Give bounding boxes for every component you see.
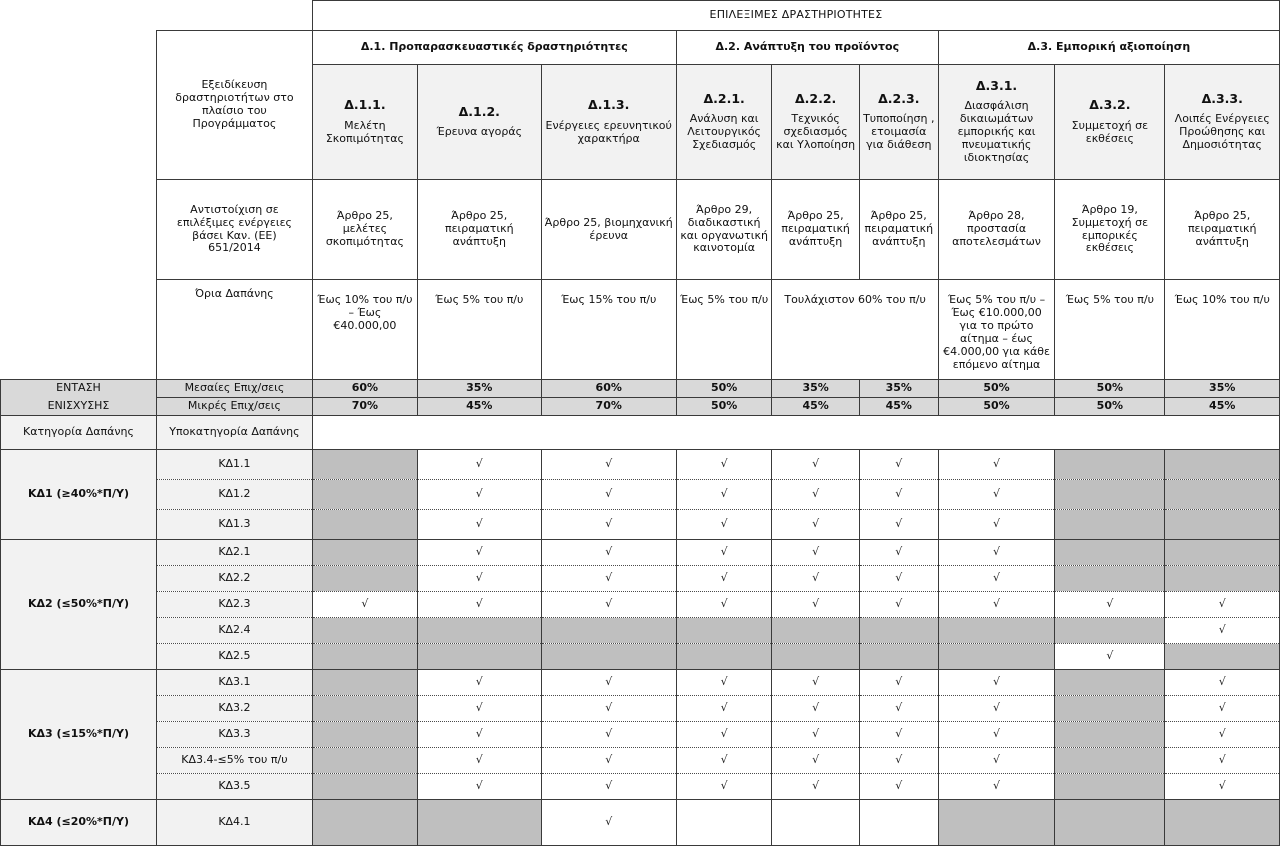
cell-checked: √ <box>772 696 859 722</box>
column-name-d33: Λοιπές Ενέργειες Προώθησης και Δημοσιότητας <box>1174 112 1270 152</box>
title-row <box>1 1 1280 31</box>
cell-checked: √ <box>859 696 938 722</box>
cell-empty <box>541 644 676 670</box>
column-header-d31 <box>938 65 1054 180</box>
cell-checked: √ <box>938 592 1054 618</box>
cell-checked: √ <box>676 540 772 566</box>
cell-checked: √ <box>938 510 1054 540</box>
cell-empty <box>312 670 417 696</box>
cell-checked: √ <box>859 480 938 510</box>
subcategory-label: ΚΔ3.5 <box>156 774 312 800</box>
cell-checked: √ <box>772 774 859 800</box>
cell-checked: √ <box>772 670 859 696</box>
cell-checked: √ <box>417 510 541 540</box>
small-d33: 45% <box>1165 398 1280 416</box>
cell-checked: √ <box>541 696 676 722</box>
cell-empty <box>1055 748 1165 774</box>
column-code-d22: Δ.2.2. <box>794 90 837 106</box>
category-header-row <box>1 416 1280 450</box>
column-code-d31: Δ.3.1. <box>975 77 1018 93</box>
subcategory-label: ΚΔ1.2 <box>156 480 312 510</box>
intensity-label-line2: ΕΝΙΣΧΥΣΗΣ <box>1 398 157 416</box>
cell-empty <box>312 480 417 510</box>
cell-empty <box>772 800 859 846</box>
cell-empty <box>938 644 1054 670</box>
small-d32: 50% <box>1055 398 1165 416</box>
cell-empty <box>772 618 859 644</box>
cell-empty <box>1165 510 1280 540</box>
cell-empty <box>859 644 938 670</box>
cell-empty <box>676 644 772 670</box>
cell-empty <box>312 774 417 800</box>
cell-checked: √ <box>772 748 859 774</box>
cell-checked: √ <box>938 722 1054 748</box>
cell-checked: √ <box>938 696 1054 722</box>
blank-left-1 <box>1 31 157 65</box>
subcategory-label: ΚΔ1.3 <box>156 510 312 540</box>
limit-d33: Έως 10% του π/υ <box>1165 280 1280 380</box>
cell-checked: √ <box>772 510 859 540</box>
article-d23: Άρθρο 25, πειραματική ανάπτυξη <box>859 180 938 280</box>
table-row <box>1 748 1280 774</box>
group-header-row <box>1 31 1280 65</box>
cell-checked: √ <box>938 540 1054 566</box>
cell-checked: √ <box>541 748 676 774</box>
cell-checked: √ <box>859 566 938 592</box>
cell-empty <box>417 618 541 644</box>
medium-d23: 35% <box>859 380 938 398</box>
matrix-body <box>1 450 1280 846</box>
cell-empty <box>1055 450 1165 480</box>
cell-checked: √ <box>772 592 859 618</box>
table-row <box>1 480 1280 510</box>
cell-checked: √ <box>938 748 1054 774</box>
cell-empty <box>938 800 1054 846</box>
column-code-d13: Δ.1.3. <box>588 97 630 113</box>
medium-d33: 35% <box>1165 380 1280 398</box>
cell-checked: √ <box>417 566 541 592</box>
intensity-label-line1: ΕΝΤΑΣΗ <box>1 380 157 398</box>
article-d33: Άρθρο 25, πειραματική ανάπτυξη <box>1165 180 1280 280</box>
intensity-medium-row <box>1 380 1280 398</box>
small-d31: 50% <box>938 398 1054 416</box>
cell-checked: √ <box>1165 722 1280 748</box>
cell-checked: √ <box>541 450 676 480</box>
column-header-d12 <box>417 65 541 180</box>
cell-checked: √ <box>676 748 772 774</box>
table-row <box>1 450 1280 480</box>
cell-checked: √ <box>417 774 541 800</box>
cell-checked: √ <box>859 510 938 540</box>
cell-empty <box>312 450 417 480</box>
cell-checked: √ <box>541 540 676 566</box>
cell-checked: √ <box>1165 748 1280 774</box>
cell-checked: √ <box>859 450 938 480</box>
table-row <box>1 644 1280 670</box>
cell-empty <box>1055 540 1165 566</box>
column-code-d32: Δ.3.2. <box>1089 97 1131 113</box>
article-d11: Άρθρο 25, μελέτες σκοπιμότητας <box>312 180 417 280</box>
cell-checked: √ <box>541 774 676 800</box>
cell-checked: √ <box>541 480 676 510</box>
column-code-d23: Δ.2.3. <box>878 90 920 106</box>
article-d13: Άρθρο 25, βιομηχανική έρευνα <box>541 180 676 280</box>
article-d22: Άρθρο 25, πειραματική ανάπτυξη <box>772 180 859 280</box>
cell-empty <box>312 722 417 748</box>
category-label-1: ΚΔ1 (≥40%*Π/Υ) <box>1 450 157 540</box>
cell-checked: √ <box>1165 618 1280 644</box>
cell-checked: √ <box>938 774 1054 800</box>
subcategory-label: ΚΔ2.5 <box>156 644 312 670</box>
cell-empty <box>312 566 417 592</box>
cell-empty <box>1055 722 1165 748</box>
subcategory-label: ΚΔ1.1 <box>156 450 312 480</box>
table-row <box>1 722 1280 748</box>
column-name-d32: Συμμετοχή σε εκθέσεις <box>1071 118 1149 145</box>
subcategory-label: ΚΔ4.1 <box>156 800 312 846</box>
cell-empty <box>1165 566 1280 592</box>
cell-checked: √ <box>938 566 1054 592</box>
category-label-4: ΚΔ4 (≤20%*Π/Υ) <box>1 800 157 846</box>
column-name-d23: Τυποποίηση , ετοιμασία για διάθεση <box>863 112 935 152</box>
cell-empty <box>312 800 417 846</box>
column-name-d21: Ανάλυση και Λειτουργικός Σχεδιασμός <box>687 112 762 152</box>
intensity-small-row <box>1 398 1280 416</box>
cell-empty <box>312 618 417 644</box>
limit-d31: Έως 5% του π/υ – Έως €10.000,00 για το πρώτο αίτημα – έως €4.000,00 για κάθε επόμενο αίτημα <box>938 280 1054 380</box>
small-d12: 45% <box>417 398 541 416</box>
cell-checked: √ <box>1165 696 1280 722</box>
corner-blank-1 <box>1 1 157 31</box>
cell-checked: √ <box>676 510 772 540</box>
column-code-d33: Δ.3.3. <box>1201 90 1243 106</box>
cell-empty <box>312 696 417 722</box>
small-label: Μικρές Επιχ/σεις <box>156 398 312 416</box>
limit-d21: Έως 5% του π/υ <box>676 280 772 380</box>
column-name-d12: Έρευνα αγοράς <box>436 125 523 139</box>
blank-left-4 <box>1 280 157 380</box>
small-d13: 70% <box>541 398 676 416</box>
cell-empty <box>938 618 1054 644</box>
table-row <box>1 670 1280 696</box>
cell-checked: √ <box>541 800 676 846</box>
cell-checked: √ <box>676 696 772 722</box>
cell-checked: √ <box>541 592 676 618</box>
cell-checked: √ <box>417 480 541 510</box>
limit-d22-d23-merged: Τουλάχιστον 60% του π/υ <box>772 280 938 380</box>
cell-checked: √ <box>772 566 859 592</box>
cell-checked: √ <box>772 540 859 566</box>
article-d12: Άρθρο 25, πειραματική ανάπτυξη <box>417 180 541 280</box>
cell-empty <box>312 540 417 566</box>
group-header-d1: Δ.1. Προπαρασκευαστικές δραστηριότητες <box>312 31 676 65</box>
subcategory-label: ΚΔ3.1 <box>156 670 312 696</box>
table-row <box>1 800 1280 846</box>
column-name-d13: Ενέργειες ερευνητικού χαρακτήρα <box>545 118 672 145</box>
cell-checked: √ <box>772 480 859 510</box>
cell-checked: √ <box>859 748 938 774</box>
limit-d11: Έως 10% του π/υ – Έως €40.000,00 <box>312 280 417 380</box>
limits-label: Όρια Δαπάνης <box>156 280 312 380</box>
column-header-d33 <box>1165 65 1280 180</box>
cell-checked: √ <box>676 592 772 618</box>
cell-empty <box>1165 480 1280 510</box>
medium-d22: 35% <box>772 380 859 398</box>
category-header-blank <box>312 416 1279 450</box>
column-name-d31: Διασφάλιση δικαιωμάτων εμπορικής και πνευματικής ιδιοκτησίας <box>957 99 1036 165</box>
cell-empty <box>1055 510 1165 540</box>
cost-subcategory-label: Υποκατηγορία Δαπάνης <box>156 416 312 450</box>
limit-d32: Έως 5% του π/υ <box>1055 280 1165 380</box>
cell-checked: √ <box>417 592 541 618</box>
cell-checked: √ <box>676 480 772 510</box>
cell-checked: √ <box>938 480 1054 510</box>
cell-checked: √ <box>541 722 676 748</box>
cell-checked: √ <box>1165 592 1280 618</box>
cell-empty <box>1165 644 1280 670</box>
cell-empty <box>676 800 772 846</box>
cell-checked: √ <box>676 722 772 748</box>
group-header-d2: Δ.2. Ανάπτυξη του προϊόντος <box>676 31 938 65</box>
cell-checked: √ <box>417 696 541 722</box>
subcategory-label: ΚΔ3.4-≤5% του π/υ <box>156 748 312 774</box>
cell-empty <box>1055 618 1165 644</box>
article-d21: Άρθρο 29, διαδικαστική και οργανωτική καινοτομία <box>676 180 772 280</box>
subcategory-label: ΚΔ2.3 <box>156 592 312 618</box>
column-code-d21: Δ.2.1. <box>703 90 745 106</box>
medium-d11: 60% <box>312 380 417 398</box>
cell-empty <box>1165 540 1280 566</box>
cell-checked: √ <box>772 722 859 748</box>
cell-empty <box>1055 774 1165 800</box>
category-label-2: ΚΔ2 (≤50%*Π/Υ) <box>1 540 157 670</box>
cell-checked: √ <box>676 450 772 480</box>
cell-empty <box>312 510 417 540</box>
cell-checked: √ <box>676 566 772 592</box>
limit-d12: Έως 5% του π/υ <box>417 280 541 380</box>
subcategory-label: ΚΔ3.3 <box>156 722 312 748</box>
table-row <box>1 510 1280 540</box>
cell-empty <box>417 644 541 670</box>
cell-empty <box>772 644 859 670</box>
cell-checked: √ <box>417 670 541 696</box>
small-d11: 70% <box>312 398 417 416</box>
cell-empty <box>859 618 938 644</box>
table-row <box>1 540 1280 566</box>
cell-empty <box>859 800 938 846</box>
limit-d13: Έως 15% του π/υ <box>541 280 676 380</box>
subcategory-label: ΚΔ2.1 <box>156 540 312 566</box>
cell-empty <box>676 618 772 644</box>
cell-checked: √ <box>541 510 676 540</box>
cell-checked: √ <box>859 592 938 618</box>
cell-checked: √ <box>859 670 938 696</box>
main-title: ΕΠΙΛΕΞΙΜΕΣ ΔΡΑΣΤΗΡΙΟΤΗΤΕΣ <box>312 1 1279 31</box>
column-header-d23 <box>859 65 938 180</box>
cell-checked: √ <box>541 566 676 592</box>
cell-checked: √ <box>938 450 1054 480</box>
group-header-d3: Δ.3. Εμπορική αξιοποίηση <box>938 31 1279 65</box>
column-header-d22 <box>772 65 859 180</box>
cell-empty <box>1055 566 1165 592</box>
cell-empty <box>1165 800 1280 846</box>
cell-checked: √ <box>676 670 772 696</box>
cell-checked: √ <box>859 540 938 566</box>
medium-d13: 60% <box>541 380 676 398</box>
cell-checked: √ <box>859 722 938 748</box>
cell-empty <box>312 644 417 670</box>
cell-empty <box>1055 696 1165 722</box>
corner-blank-2 <box>156 1 312 31</box>
column-name-d22: Τεχνικός σχεδιασμός και Υλοποίηση <box>776 112 856 152</box>
category-label-3: ΚΔ3 (≤15%*Π/Υ) <box>1 670 157 800</box>
cell-checked: √ <box>417 540 541 566</box>
small-d22: 45% <box>772 398 859 416</box>
cell-checked: √ <box>772 450 859 480</box>
cell-checked: √ <box>1055 592 1165 618</box>
specialization-label: Εξειδίκευση δραστηριοτήτων στο πλαίσιο του Προγράμματος <box>156 31 312 180</box>
cell-checked: √ <box>417 450 541 480</box>
table-row <box>1 774 1280 800</box>
article-d31: Άρθρο 28, προστασία αποτελεσμάτων <box>938 180 1054 280</box>
cell-empty <box>417 800 541 846</box>
medium-label: Μεσαίες Επιχ/σεις <box>156 380 312 398</box>
column-header-d13 <box>541 65 676 180</box>
table-row <box>1 618 1280 644</box>
cell-checked: √ <box>859 774 938 800</box>
cell-empty <box>1055 670 1165 696</box>
column-header-d21 <box>676 65 772 180</box>
cell-checked: √ <box>417 748 541 774</box>
column-code-d11: Δ.1.1. <box>344 97 386 113</box>
column-name-d11: Μελέτη Σκοπιμότητας <box>325 118 404 145</box>
small-d21: 50% <box>676 398 772 416</box>
correspondence-label: Αντιστοίχιση σε επιλέξιμες ενέργειες βάσει Καν. (ΕΕ) 651/2014 <box>156 180 312 280</box>
cell-checked: √ <box>676 774 772 800</box>
medium-d21: 50% <box>676 380 772 398</box>
cell-empty <box>541 618 676 644</box>
medium-d12: 35% <box>417 380 541 398</box>
table-row <box>1 592 1280 618</box>
table-row <box>1 696 1280 722</box>
blank-left-3 <box>1 180 157 280</box>
subcategory-label: ΚΔ3.2 <box>156 696 312 722</box>
cell-checked: √ <box>417 722 541 748</box>
cell-checked: √ <box>1055 644 1165 670</box>
article-d32: Άρθρο 19, Συμμετοχή σε εμπορικές εκθέσεις <box>1055 180 1165 280</box>
subcategory-label: ΚΔ2.2 <box>156 566 312 592</box>
cell-empty <box>1165 450 1280 480</box>
table-row <box>1 566 1280 592</box>
cell-checked: √ <box>1165 774 1280 800</box>
blank-left-2 <box>1 65 157 180</box>
column-code-d12: Δ.1.2. <box>458 103 500 119</box>
subcategory-label: ΚΔ2.4 <box>156 618 312 644</box>
column-header-d32 <box>1055 65 1165 180</box>
cell-checked: √ <box>938 670 1054 696</box>
column-header-d11 <box>312 65 417 180</box>
small-d23: 45% <box>859 398 938 416</box>
limits-row <box>1 280 1280 380</box>
article-row <box>1 180 1280 280</box>
cell-empty <box>312 748 417 774</box>
cell-empty <box>1055 800 1165 846</box>
medium-d31: 50% <box>938 380 1054 398</box>
medium-d32: 50% <box>1055 380 1165 398</box>
cell-checked: √ <box>541 670 676 696</box>
cell-empty <box>1055 480 1165 510</box>
cell-checked: √ <box>312 592 417 618</box>
cost-category-label: Κατηγορία Δαπάνης <box>1 416 157 450</box>
cell-checked: √ <box>1165 670 1280 696</box>
